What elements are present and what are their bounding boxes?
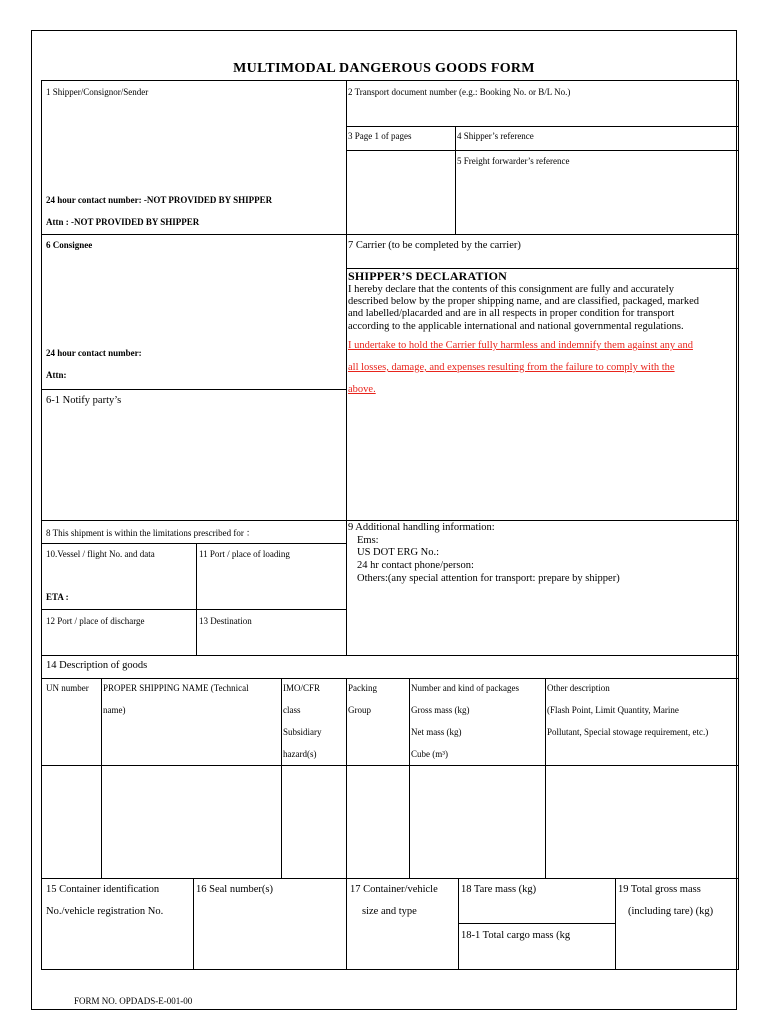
declaration-title: SHIPPER’S DECLARATION: [348, 269, 507, 283]
col-proper-shipping-name: PROPER SHIPPING NAME (Technical: [103, 683, 249, 693]
notify-party-label: 6-1 Notify party’s: [46, 395, 122, 406]
col-packages: Number and kind of packages: [411, 683, 519, 693]
vessel-label: 10.Vessel / flight No. and data: [46, 549, 155, 559]
col-packages: Net mass (kg): [411, 727, 462, 737]
divider: [41, 389, 346, 390]
col-imo-class: Subsidiary: [283, 727, 322, 737]
divider: [455, 126, 456, 234]
col-packages: Cube (m³): [411, 749, 448, 759]
col-imo-class: hazard(s): [283, 749, 317, 759]
eta-label: ETA :: [46, 592, 69, 602]
divider: [196, 543, 197, 655]
declaration-line: according to the applicable international and national governmental regulations.: [348, 320, 684, 332]
handling-ems: Ems:: [357, 535, 379, 546]
col-proper-shipping-name: name): [103, 705, 126, 715]
form-number: FORM NO. OPDADS-E-001-00: [74, 996, 193, 1006]
col-packing-group: Group: [348, 705, 371, 715]
divider: [41, 765, 739, 766]
divider: [41, 543, 346, 544]
divider: [346, 126, 739, 127]
indemnity-line: I undertake to hold the Carrier fully harmless and indemnify them against any and: [348, 340, 693, 351]
carrier-label: 7 Carrier (to be completed by the carrier): [348, 240, 521, 251]
shipper-contact-number: 24 hour contact number: -NOT PROVIDED BY SHIPPER: [46, 195, 273, 205]
divider: [346, 878, 347, 970]
port-of-loading-label: 11 Port / place of loading: [199, 549, 290, 559]
seal-number-label: 16 Seal number(s): [196, 884, 273, 895]
col-packing-group: Packing: [348, 683, 377, 693]
total-gross-mass-label: 19 Total gross mass: [618, 884, 701, 895]
divider: [41, 878, 739, 879]
container-id-label: No./vehicle registration No.: [46, 906, 164, 917]
declaration-text: [348, 284, 740, 333]
limitations-label: 8 This shipment is within the limitations prescribed for ：: [46, 528, 256, 538]
divider: [458, 923, 615, 924]
divider: [41, 678, 739, 679]
divider: [41, 609, 346, 610]
declaration-line: I hereby declare that the contents of this consignment are fully and accurately: [348, 284, 674, 295]
divider: [41, 234, 739, 235]
col-other-description: (Flash Point, Limit Quantity, Marine: [547, 705, 679, 715]
form-title: MULTIMODAL DANGEROUS GOODS FORM: [233, 61, 535, 76]
divider: [615, 878, 616, 970]
container-id-label: 15 Container identification: [46, 884, 160, 895]
col-other-description: Other description: [547, 683, 610, 693]
col-packages: Gross mass (kg): [411, 705, 470, 715]
tare-mass-label: 18 Tare mass (kg): [461, 884, 537, 895]
col-imo-class: class: [283, 705, 301, 715]
port-of-discharge-label: 12 Port / place of discharge: [46, 616, 145, 626]
consignee-contact-number: 24 hour contact number:: [46, 348, 142, 358]
declaration-line: described below by the proper shipping name, and are classified, packaged, marked: [348, 296, 700, 308]
forwarder-reference-label: 5 Freight forwarder’s reference: [457, 156, 570, 166]
divider: [545, 678, 546, 878]
shipper-attn: Attn : -NOT PROVIDED BY SHIPPER: [46, 217, 200, 227]
col-un-number: UN number: [46, 683, 89, 693]
declaration-line: and labelled/placarded and are in all respects in proper condition for transport: [348, 308, 675, 320]
divider: [346, 150, 739, 151]
divider: [193, 878, 194, 970]
divider: [346, 80, 347, 655]
consignee-attn: Attn:: [46, 370, 67, 380]
handling-contact: 24 hr contact phone/person:: [357, 560, 474, 571]
divider: [458, 878, 459, 970]
col-other-description: Pollutant, Special stowage requirement, etc.): [547, 727, 709, 737]
shipper-reference-label: 4 Shipper’s reference: [457, 131, 534, 141]
goods-description-label: 14 Description of goods: [46, 660, 148, 671]
container-size-label: size and type: [362, 906, 417, 917]
consignee-label: 6 Consignee: [46, 240, 93, 250]
total-gross-mass-label: (including tare) (kg): [628, 906, 714, 917]
divider: [281, 678, 282, 878]
divider: [41, 655, 739, 656]
divider: [409, 678, 410, 878]
handling-erg: US DOT ERG No.:: [357, 547, 440, 558]
indemnity-line: all losses, damage, and expenses resulting from the failure to comply with the: [348, 362, 675, 373]
destination-label: 13 Destination: [199, 616, 252, 626]
handling-others: Others:(any special attention for transport: prepare by shipper): [357, 573, 620, 584]
total-cargo-mass-label: 18-1 Total cargo mass (kg: [461, 930, 571, 941]
container-size-label: 17 Container/vehicle: [350, 884, 438, 895]
shipper-label: 1 Shipper/Consignor/Sender: [46, 87, 149, 97]
indemnity-line: above.: [348, 384, 376, 395]
transport-document-label: 2 Transport document number (e.g.: Booking No. or B/L No.): [348, 87, 571, 97]
col-imo-class: IMO/CFR: [283, 683, 321, 693]
divider: [101, 678, 102, 878]
handling-label: 9 Additional handling information:: [348, 522, 495, 533]
divider: [346, 678, 347, 878]
page-count-label: 3 Page 1 of pages: [348, 131, 412, 141]
